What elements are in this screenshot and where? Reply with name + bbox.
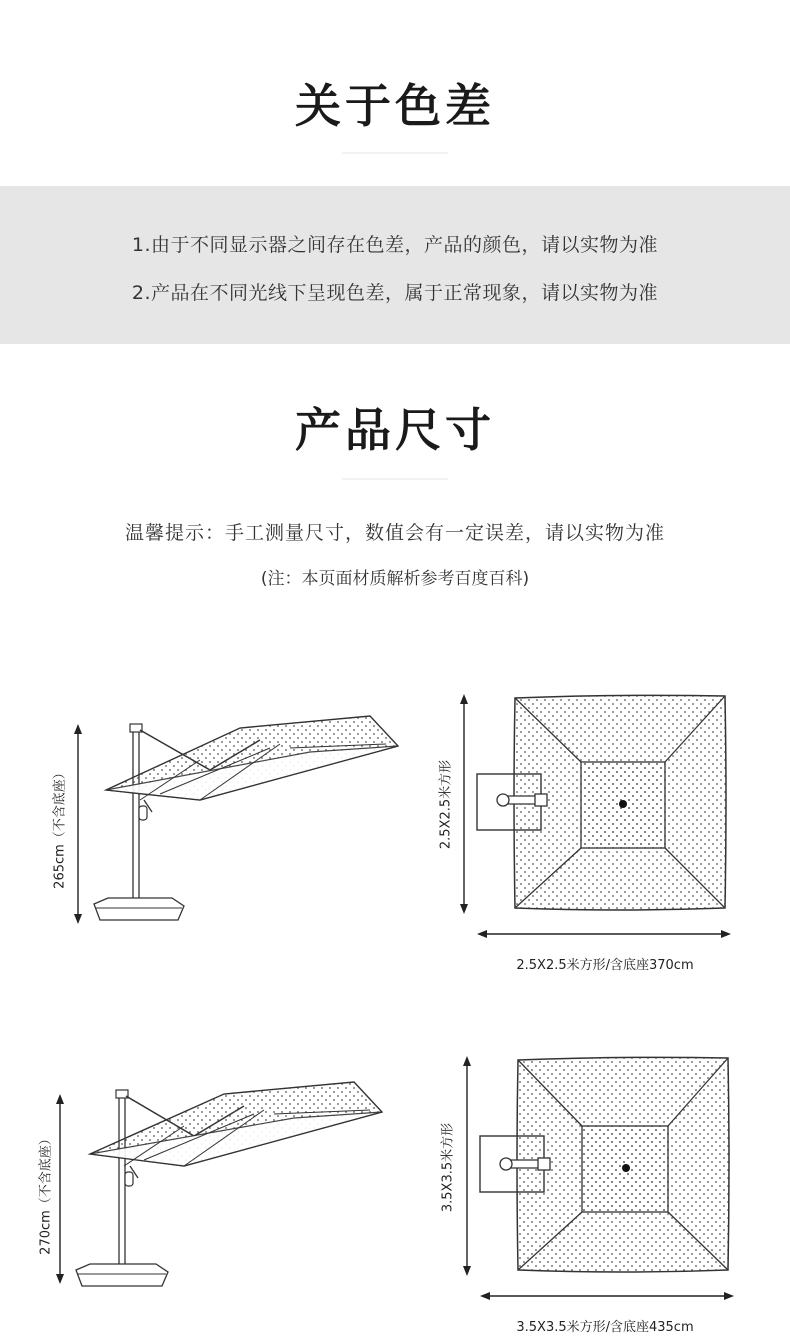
color-section-title: 关于色差 xyxy=(295,79,495,133)
title-underline xyxy=(342,478,448,480)
square-bottom-label-2: 3.5X3.5米方形/含底座435cm xyxy=(516,1320,694,1335)
square-side-label-2: 3.5X3.5米方形 xyxy=(440,1122,456,1213)
umbrella-side-view-2 xyxy=(40,1070,400,1310)
measurement-tip: 温馨提示：手工测量尺寸，数值会有一定误差，请以实物为准 xyxy=(124,522,665,544)
color-note-1: 1.由于不同显示器之间存在色差，产品的颜色，请以实物为准 xyxy=(131,234,659,256)
umbrella-top-view-1 xyxy=(455,690,745,940)
square-bottom-label-1: 2.5X2.5米方形/含底座370cm xyxy=(516,958,694,973)
color-notes-band xyxy=(0,186,790,344)
umbrella-side-view-1 xyxy=(60,700,420,940)
color-note-2: 2.产品在不同光线下呈现色差，属于正常现象，请以实物为准 xyxy=(131,282,659,304)
title-underline xyxy=(342,152,448,154)
height-label-2: 270cm（不含底座） xyxy=(38,1132,54,1255)
square-side-label-1: 2.5X2.5米方形 xyxy=(438,759,454,850)
source-note: (注：本页面材质解析参考百度百科) xyxy=(260,569,530,589)
size-section-title: 产品尺寸 xyxy=(295,403,495,457)
umbrella-top-view-2 xyxy=(458,1052,748,1302)
height-label-1: 265cm（不含底座） xyxy=(52,766,68,889)
